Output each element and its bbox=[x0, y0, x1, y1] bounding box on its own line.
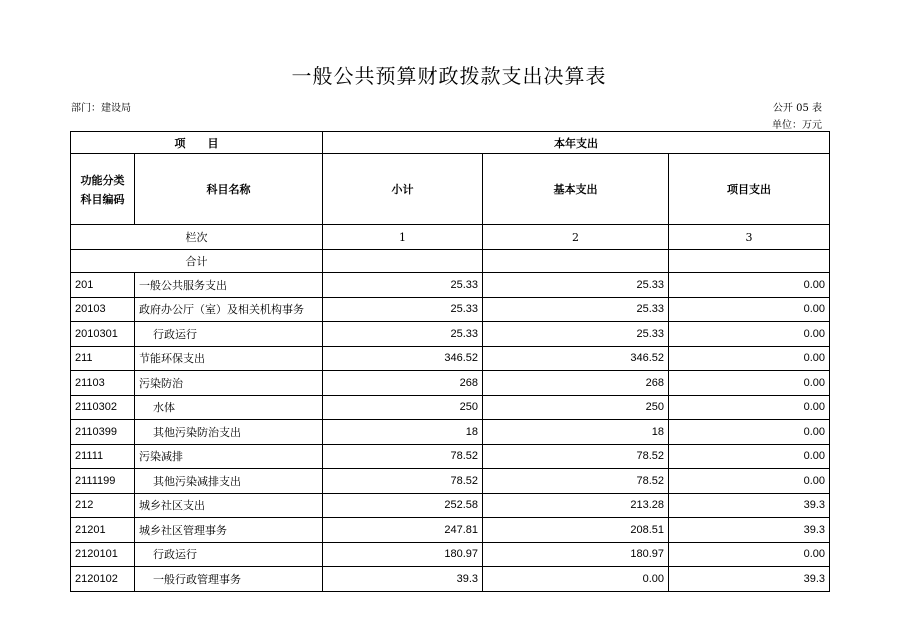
table-row bbox=[71, 469, 830, 494]
row-basic: 78.52 bbox=[483, 469, 669, 494]
row-project: 0.00 bbox=[669, 297, 830, 322]
row-basic: 18 bbox=[483, 420, 669, 445]
row-basic: 25.33 bbox=[483, 273, 669, 298]
row-basic: 180.97 bbox=[483, 542, 669, 567]
row-subtotal: 18 bbox=[323, 420, 483, 445]
table-row bbox=[71, 395, 830, 420]
unit-label: 单位：万元 bbox=[772, 120, 822, 131]
row-project: 39.3 bbox=[669, 567, 830, 592]
row-code: 211 bbox=[71, 346, 135, 371]
basic-header: 基本支出 bbox=[483, 154, 669, 225]
row-subtotal: 78.52 bbox=[323, 444, 483, 469]
table-row bbox=[71, 518, 830, 543]
row-basic: 25.33 bbox=[483, 297, 669, 322]
row-code: 20103 bbox=[71, 297, 135, 322]
row-name: 城乡社区管理事务 bbox=[135, 518, 323, 543]
current-year-header: 本年支出 bbox=[323, 132, 830, 154]
row-project: 0.00 bbox=[669, 322, 830, 347]
row-project: 0.00 bbox=[669, 273, 830, 298]
row-code: 2110399 bbox=[71, 420, 135, 445]
column-number-1: 1 bbox=[323, 225, 483, 250]
row-subtotal: 180.97 bbox=[323, 542, 483, 567]
row-basic: 213.28 bbox=[483, 493, 669, 518]
row-basic: 268 bbox=[483, 371, 669, 396]
table-row bbox=[71, 493, 830, 518]
row-name: 水体 bbox=[135, 395, 323, 420]
expenditure-table bbox=[70, 131, 830, 592]
row-code: 21201 bbox=[71, 518, 135, 543]
department-label: 部门：建设局 bbox=[71, 103, 131, 114]
table-row bbox=[71, 444, 830, 469]
table-row bbox=[71, 420, 830, 445]
row-name: 其他污染减排支出 bbox=[135, 469, 323, 494]
row-subtotal: 268 bbox=[323, 371, 483, 396]
row-subtotal: 25.33 bbox=[323, 297, 483, 322]
table-row bbox=[71, 542, 830, 567]
row-subtotal: 39.3 bbox=[323, 567, 483, 592]
total-label: 合计 bbox=[71, 250, 323, 273]
column-number-3: 3 bbox=[669, 225, 830, 250]
total-row bbox=[71, 250, 830, 273]
row-basic: 250 bbox=[483, 395, 669, 420]
subject-name-header: 科目名称 bbox=[135, 154, 323, 225]
total-basic bbox=[483, 250, 669, 273]
column-number-2: 2 bbox=[483, 225, 669, 250]
row-name: 污染减排 bbox=[135, 444, 323, 469]
project-header: 项 目 bbox=[71, 132, 323, 154]
form-number: 公开 05 表 bbox=[772, 103, 822, 114]
row-basic: 0.00 bbox=[483, 567, 669, 592]
subtotal-header: 小计 bbox=[323, 154, 483, 225]
row-basic: 25.33 bbox=[483, 322, 669, 347]
row-subtotal: 346.52 bbox=[323, 346, 483, 371]
row-code: 2120101 bbox=[71, 542, 135, 567]
row-project: 0.00 bbox=[669, 444, 830, 469]
row-subtotal: 25.33 bbox=[323, 322, 483, 347]
row-name: 行政运行 bbox=[135, 542, 323, 567]
row-project: 0.00 bbox=[669, 395, 830, 420]
row-code: 21103 bbox=[71, 371, 135, 396]
total-project bbox=[669, 250, 830, 273]
row-name: 一般公共服务支出 bbox=[135, 273, 323, 298]
row-name: 一般行政管理事务 bbox=[135, 567, 323, 592]
func-code-line1: 功能分类 bbox=[80, 173, 125, 187]
row-code: 2110302 bbox=[71, 395, 135, 420]
table-row bbox=[71, 297, 830, 322]
row-name: 污染防治 bbox=[135, 371, 323, 396]
row-name: 其他污染防治支出 bbox=[135, 420, 323, 445]
header-row-1 bbox=[71, 132, 830, 154]
func-code-line2: 科目编码 bbox=[80, 192, 125, 206]
row-basic: 78.52 bbox=[483, 444, 669, 469]
row-name: 城乡社区支出 bbox=[135, 493, 323, 518]
row-code: 2010301 bbox=[71, 322, 135, 347]
row-project: 0.00 bbox=[669, 346, 830, 371]
table-row bbox=[71, 273, 830, 298]
row-code: 212 bbox=[71, 493, 135, 518]
row-code: 21111 bbox=[71, 444, 135, 469]
page-title: 一般公共预算财政拨款支出决算表 bbox=[291, 64, 607, 88]
row-project: 0.00 bbox=[669, 542, 830, 567]
row-basic: 208.51 bbox=[483, 518, 669, 543]
row-name: 政府办公厅（室）及相关机构事务 bbox=[135, 297, 323, 322]
row-project: 0.00 bbox=[669, 469, 830, 494]
row-subtotal: 78.52 bbox=[323, 469, 483, 494]
func-code-header bbox=[71, 154, 135, 225]
row-code: 2111199 bbox=[71, 469, 135, 494]
row-code: 2120102 bbox=[71, 567, 135, 592]
table-row bbox=[71, 567, 830, 592]
table-row bbox=[71, 322, 830, 347]
row-basic: 346.52 bbox=[483, 346, 669, 371]
row-name: 行政运行 bbox=[135, 322, 323, 347]
row-subtotal: 247.81 bbox=[323, 518, 483, 543]
table-row bbox=[71, 371, 830, 396]
row-project: 39.3 bbox=[669, 493, 830, 518]
row-name: 节能环保支出 bbox=[135, 346, 323, 371]
row-subtotal: 252.58 bbox=[323, 493, 483, 518]
row-code: 201 bbox=[71, 273, 135, 298]
column-number-row bbox=[71, 225, 830, 250]
table-row bbox=[71, 346, 830, 371]
total-subtotal bbox=[323, 250, 483, 273]
row-project: 0.00 bbox=[669, 420, 830, 445]
row-subtotal: 250 bbox=[323, 395, 483, 420]
row-project: 0.00 bbox=[669, 371, 830, 396]
column-number-label: 栏次 bbox=[71, 225, 323, 250]
row-project: 39.3 bbox=[669, 518, 830, 543]
header-row-2 bbox=[71, 154, 830, 225]
row-subtotal: 25.33 bbox=[323, 273, 483, 298]
project-exp-header: 项目支出 bbox=[669, 154, 830, 225]
